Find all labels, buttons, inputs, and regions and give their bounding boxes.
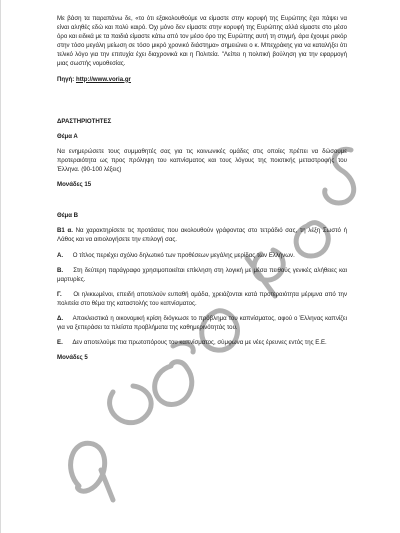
theme-a-heading: Θέμα Α	[57, 132, 78, 140]
theme-b-heading: Θέμα Β	[57, 212, 79, 220]
document-body	[57, 14, 347, 362]
theme-a-units: Μονάδες 15	[57, 181, 92, 189]
item-label: Α.	[57, 251, 64, 259]
list-item	[57, 314, 347, 332]
b1-label: Β1 α.	[57, 227, 73, 235]
source-link[interactable]: http://www.voria.gr	[75, 75, 131, 83]
source-label: Πηγή:	[57, 75, 76, 83]
list-item	[57, 266, 347, 284]
b1-question	[57, 226, 347, 244]
intro-paragraph: Με βάση τα παραπάνω δε, «το ότι εξακολουθούμε να είμαστε στην κορυφή της Ευρώπης έχει πάψει να είναι αληθές εδώ και πολύ καιρό. Όχι μόνο δεν είμαστε στην κορυφή της Ευρώπης αλλά είμαστε στο μέσο όρο και ειδικά με τα παιδιά είμαστε κάτω από τον μέσο όρο της Ευρώπης αυτή τη στιγμή, άρα έχουμε ρεκόρ στην τόσο μεγάλη μείωση σε τόσο μικρό χρονικό διάστημα» σημειώνει ο κ. Μπεχράκης για να καταλήξει ότι τελικό λόγο για την επιτυχία έχει διαχρονικά και η Πολιτεία. "Λείπει η πολιτική βούληση για την εφαρμογή μιας σωστής νομοθεσίας.	[57, 15, 347, 68]
list-item	[57, 290, 347, 308]
item-text: Δεν αποτελούμε πια πρωτοπόρους του καπνίσματος, σύμφωνα με νέες έρευνες εντός της Ε.Ε.	[72, 339, 327, 347]
source-line	[57, 75, 347, 84]
list-item	[57, 338, 347, 347]
item-text: Οι ηλικιωμένοι, επειδή αποτελούν ευπαθή ομάδα, χρειάζονται κατά προτεραιότητα μέριμνα από την πολιτεία στο θέμα της καταστολής του καπνίσματος.	[57, 290, 347, 307]
theme-b-units: Μονάδες 5	[57, 354, 88, 362]
item-label: Δ.	[57, 314, 64, 322]
item-label: Γ.	[57, 290, 62, 298]
item-label: Ε.	[57, 339, 63, 347]
activities-heading: ΔΡΑΣΤΗΡΙΟΤΗΤΕΣ	[57, 117, 112, 125]
b1-text: Να χαρακτηρίσετε τις προτάσεις που ακολουθούν γράφοντας στο τετράδιό σας, τη λέξη Σωστό ή Λάθος και να αιτιολογήσετε την επιλογή σας.	[57, 227, 347, 244]
item-text: Αποκλειστικά η οικονομική κρίση διόγκωσε το πρόβλημα του καπνίσματος, αφού ο Έλληνας καπνίζει για να ξεπεράσει τα πλείστα προβλήματα της καθημερινότητάς του.	[57, 314, 347, 332]
item-text: Στη δεύτερη παράγραφο χρησιμοποιείται επίκληση στη λογική με μέσα πειθούς γενικές αλήθειες και μαρτυρίες.	[57, 266, 347, 283]
theme-a-text: Να ενημερώσετε τους συμμαθητές σας για τις κοινωνικές ομάδες στις οποίες πρέπει να δώσουμε προτεραιότητα ως προς πρόληψη του καπνίσματος και τους λόγους της ποιοτικής μεταστροφής του Έλληνα. (90-100 λέξεις)	[57, 147, 347, 174]
item-label: Β.	[57, 266, 64, 274]
item-text: Ο τίτλος περιέχει σχόλιο δηλωτικό των προθέσεων μεγάλης μερίδας των Ελλήνων.	[72, 251, 295, 259]
list-item	[57, 251, 347, 260]
